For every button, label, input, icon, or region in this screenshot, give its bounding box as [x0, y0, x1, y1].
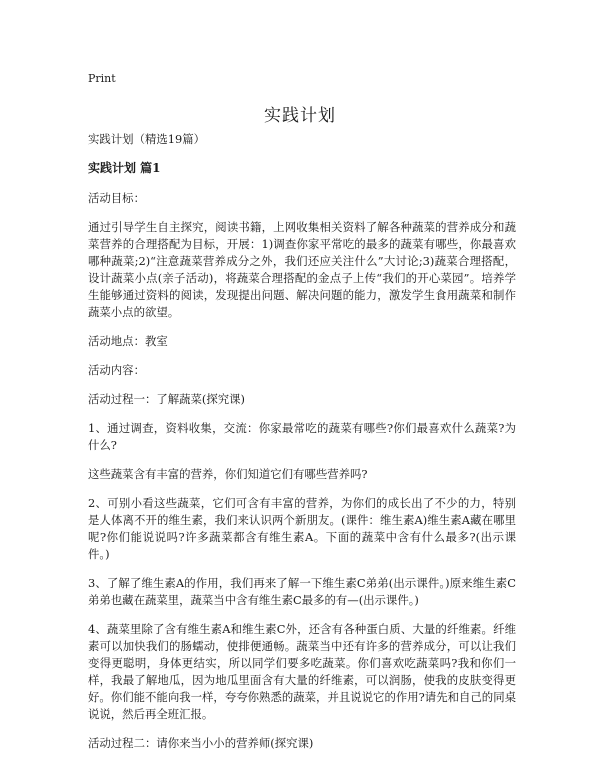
document-subtitle: 实践计划（精选19篇） [88, 132, 206, 146]
paragraph-step-1: 1、通过调查，资料收集，交流：你家最常吃的蔬菜有哪些?你们最喜欢什么蔬菜?为什么? [88, 421, 516, 452]
paragraph-step-2: 2、可别小看这些蔬菜，它们可含有丰富的营养，为你们的成长出了不少的力，特别是人体离不开的维生素，我们来认识两个新朋友。(课件：维生素A)维生素A藏在哪里呢?你们能说说吗?许多蔬菜都含有维生素A。下面的蔬菜中含有什么最多?(出示课件。) [88, 496, 516, 561]
paragraph-nutrition-question: 这些蔬菜含有丰富的营养，你们知道它们有哪些营养吗? [88, 467, 368, 481]
section-heading: 实践计划 篇1 [88, 161, 161, 175]
document-title: 实践计划 [264, 106, 336, 126]
paragraph-step-4: 4、蔬菜里除了含有维生素A和维生素C外，还含有各种蛋白质、大量的纤维素。纤维素可以加快我们的肠蠕动，使排便通畅。蔬菜当中还有许多的营养成分，可以让我们变得更聪明，身体更结实，所以同学们要多吃蔬菜。你们喜欢吃蔬菜吗?我和你们一样，我最了解地瓜，因为地瓜里面含有大量的纤维素，可以润肠，使我的皮肤变得更好。你们能不能向我一样，夸夸你熟悉的蔬菜，并且说说它的作用?请先和自己的同桌说说，然后再全班汇报。 [88, 622, 516, 721]
paragraph-activity-goal: 通过引导学生自主探究，阅读书籍，上网收集相关资料了解各种蔬菜的营养成分和蔬菜营养的合理搭配为目标，开展：1)调查你家平常吃的最多的蔬菜有哪些，你最喜欢哪种蔬菜;2)“注意蔬菜营养成分之外，我们还应关注什么”大讨论;3)蔬菜合理搭配，设计蔬菜小点(亲子活动)，将蔬菜合理搭配的金点子上传“我们的开心菜园”。培养学生能够通过资料的阅读，发现提出问题、解决问题的能力，激发学生食用蔬菜和制作蔬菜小点的欲望。 [88, 220, 516, 319]
paragraph-process-one: 活动过程一：了解蔬菜(探究课) [88, 392, 245, 406]
paragraph-activity-location: 活动地点：教室 [88, 334, 168, 348]
paragraph-activity-goal-label: 活动目标： [88, 191, 145, 205]
print-label: Print [88, 72, 116, 85]
paragraph-activity-content: 活动内容： [88, 363, 145, 377]
paragraph-process-two: 活动过程二：请你来当小小的营养师(探究课) [88, 736, 314, 750]
document-body [88, 131, 516, 764]
paragraph-step-3: 3、了解了维生素A的作用，我们再来了解一下维生素C弟弟(出示课件。)原来维生素C弟弟也藏在蔬菜里，蔬菜当中含有维生素C最多的有—(出示课件。) [88, 576, 516, 607]
